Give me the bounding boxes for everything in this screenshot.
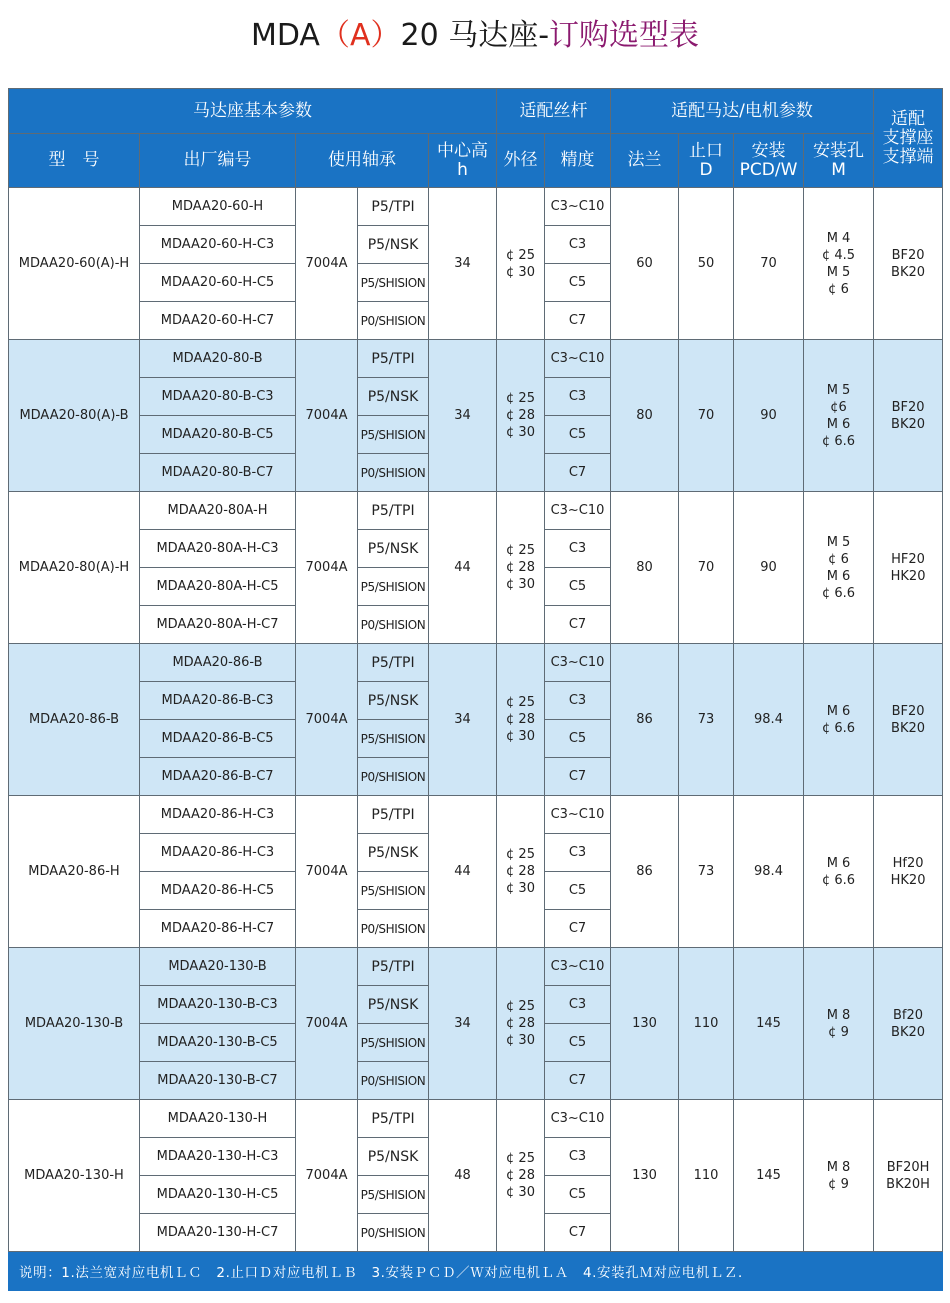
factory-no-cell: MDAA20-86-B-C3: [140, 682, 296, 720]
flange-cell: 86: [611, 796, 679, 948]
bearing-type-cell: 7004A: [296, 644, 358, 796]
pcd-cell: 145: [734, 948, 804, 1100]
support-cell: [874, 644, 943, 796]
spigot-cell: 70: [679, 340, 734, 492]
hole-cell-line: M 5: [826, 534, 851, 550]
hole-cell: [804, 644, 874, 796]
support-cell-line: BF20: [891, 399, 925, 415]
center-height-cell: 44: [429, 492, 497, 644]
bearing-grade-cell: P5/TPI: [358, 1100, 429, 1138]
bearing-grade-cell: P5/TPI: [358, 948, 429, 986]
bearing-grade-cell: P5/TPI: [358, 188, 429, 226]
hole-cell-line: ¢ 6.6: [821, 585, 856, 601]
factory-no-cell: MDAA20-80-B-C5: [140, 416, 296, 454]
hole-cell: [804, 492, 874, 644]
bearing-grade-cell: P5/SHISION: [358, 720, 429, 758]
factory-no-cell: MDAA20-86-H-C7: [140, 910, 296, 948]
bearing-grade-cell: P0/SHISION: [358, 606, 429, 644]
bearing-grade-cell: P5/NSK: [358, 226, 429, 264]
outer-dia-cell-line: ¢ 25: [506, 543, 535, 558]
bearing-grade-cell: P5/SHISION: [358, 568, 429, 606]
factory-no-cell: MDAA20-86-B: [140, 644, 296, 682]
bearing-header: 使用轴承: [296, 134, 429, 188]
bearing-type-cell: 7004A: [296, 492, 358, 644]
outer-dia-cell: [497, 1100, 545, 1252]
flange-cell: 80: [611, 340, 679, 492]
precision-cell: C5: [545, 872, 611, 910]
outer-dia-cell-line: ¢ 30: [506, 264, 535, 280]
precision-cell: C7: [545, 302, 611, 340]
factory-no-cell: MDAA20-60-H-C3: [140, 226, 296, 264]
hole-cell-line: ¢ 6.6: [821, 433, 856, 449]
precision-cell: C5: [545, 720, 611, 758]
precision-header: 精度: [545, 134, 611, 188]
precision-cell: C7: [545, 910, 611, 948]
precision-cell: C7: [545, 758, 611, 796]
flange-cell: 86: [611, 644, 679, 796]
bearing-grade-cell: P5/NSK: [358, 682, 429, 720]
bearing-type-cell: 7004A: [296, 1100, 358, 1252]
precision-cell: C5: [545, 264, 611, 302]
precision-cell: C3~C10: [545, 492, 611, 530]
hole-cell-line: ¢ 6: [828, 551, 849, 567]
support-cell: [874, 1100, 943, 1252]
group-screw-header: 适配丝杆: [497, 89, 611, 134]
pcd-cell: 145: [734, 1100, 804, 1252]
title-prefix: MDA: [250, 18, 320, 53]
outer-dia-cell-line: ¢ 28: [506, 864, 535, 879]
model-header: 型 号: [9, 134, 140, 188]
pcd-header-line: PCD/W: [739, 159, 798, 180]
precision-cell: C7: [545, 1214, 611, 1252]
pcd-header: [734, 134, 804, 188]
title-paren-close: ）: [370, 18, 401, 53]
outer-dia-cell-line: ¢ 28: [506, 1016, 535, 1031]
bearing-grade-cell: P5/NSK: [358, 986, 429, 1024]
spigot-header: [679, 134, 734, 188]
center-height-cell: 48: [429, 1100, 497, 1252]
outer-dia-cell-line: ¢ 25: [506, 1151, 535, 1166]
bearing-grade-cell: P0/SHISION: [358, 454, 429, 492]
support-cell-line: BK20: [891, 264, 926, 280]
precision-cell: C3~C10: [545, 644, 611, 682]
outer-dia-cell: [497, 188, 545, 340]
center-height-cell: 34: [429, 644, 497, 796]
support-cell: [874, 796, 943, 948]
title-model: 20 马达座-: [400, 18, 550, 53]
precision-cell: C3: [545, 986, 611, 1024]
pcd-header-line: 安装: [751, 140, 786, 161]
support-cell: [874, 188, 943, 340]
spigot-cell: 73: [679, 644, 734, 796]
support-cell-line: HK20: [890, 568, 926, 584]
hole-cell-line: M 6: [826, 855, 851, 871]
precision-cell: C3: [545, 834, 611, 872]
bearing-type-cell: 7004A: [296, 340, 358, 492]
group-base-header: 马达座基本参数: [9, 89, 497, 134]
bearing-type-cell: 7004A: [296, 796, 358, 948]
precision-cell: C5: [545, 416, 611, 454]
hole-cell-line: M 8: [826, 1007, 851, 1023]
hole-cell-line: ¢6: [830, 399, 847, 415]
group-motor-header: 适配马达/电机参数: [611, 89, 874, 134]
pcd-cell: 90: [734, 492, 804, 644]
bearing-grade-cell: P0/SHISION: [358, 302, 429, 340]
factory-no-cell: MDAA20-60-H: [140, 188, 296, 226]
table-row: [9, 644, 943, 682]
factory-no-cell: MDAA20-130-H-C5: [140, 1176, 296, 1214]
factory-no-cell: MDAA20-130-B-C3: [140, 986, 296, 1024]
bearing-type-cell: 7004A: [296, 948, 358, 1100]
flange-cell: 60: [611, 188, 679, 340]
factory-no-cell: MDAA20-130-B: [140, 948, 296, 986]
precision-cell: C5: [545, 1024, 611, 1062]
pcd-cell: 98.4: [734, 796, 804, 948]
hole-cell-line: M 6: [826, 703, 851, 719]
center-height-header: [429, 134, 497, 188]
factory-no-cell: MDAA20-86-H-C3: [140, 796, 296, 834]
precision-cell: C3: [545, 1138, 611, 1176]
hole-cell-line: ¢ 4.5: [821, 247, 856, 263]
outer-dia-cell-line: ¢ 28: [506, 712, 535, 727]
center-height-cell: 34: [429, 948, 497, 1100]
precision-cell: C3~C10: [545, 948, 611, 986]
precision-cell: C3~C10: [545, 796, 611, 834]
table-row: [9, 492, 943, 530]
hole-cell-line: ¢ 6: [828, 281, 849, 297]
table-row: [9, 340, 943, 378]
table-row: [9, 1100, 943, 1138]
precision-cell: C3: [545, 682, 611, 720]
hole-header-line: M: [831, 159, 846, 180]
center-height-header-line: h: [457, 159, 468, 180]
hole-cell: [804, 1100, 874, 1252]
factory-no-cell: MDAA20-130-H-C3: [140, 1138, 296, 1176]
hole-cell-line: ¢ 6.6: [821, 720, 856, 736]
support-cell: [874, 340, 943, 492]
support-header: [874, 89, 943, 188]
precision-cell: C5: [545, 1176, 611, 1214]
outer-dia-cell-line: ¢ 30: [506, 577, 535, 592]
outer-dia-cell-line: ¢ 30: [506, 425, 535, 440]
factory-no-cell: MDAA20-80A-H-C5: [140, 568, 296, 606]
support-cell: [874, 948, 943, 1100]
factory-no-cell: MDAA20-130-H-C7: [140, 1214, 296, 1252]
bearing-grade-cell: P0/SHISION: [358, 910, 429, 948]
hole-cell-line: ¢ 9: [828, 1024, 849, 1040]
factory-no-cell: MDAA20-80A-H-C3: [140, 530, 296, 568]
factory-no-cell: MDAA20-86-B-C5: [140, 720, 296, 758]
factory-no-cell: MDAA20-86-H-C5: [140, 872, 296, 910]
outer-dia-cell-line: ¢ 30: [506, 1033, 535, 1048]
precision-cell: C3~C10: [545, 1100, 611, 1138]
factory-no-cell: MDAA20-80-B-C7: [140, 454, 296, 492]
outer-dia-cell: [497, 796, 545, 948]
bearing-type-cell: 7004A: [296, 188, 358, 340]
outer-dia-cell-line: ¢ 28: [506, 1168, 535, 1183]
outer-dia-cell-line: ¢ 25: [506, 247, 535, 263]
flange-cell: 130: [611, 1100, 679, 1252]
center-height-cell: 34: [429, 188, 497, 340]
pcd-cell: 90: [734, 340, 804, 492]
precision-cell: C3~C10: [545, 340, 611, 378]
outer-dia-cell-line: ¢ 25: [506, 695, 535, 710]
table-row: [9, 796, 943, 834]
footnote: 说明：1.法兰宽对应电机ＬＣ 2.止口Ｄ对应电机ＬＢ 3.安装ＰＣＤ／Ｗ对应电机ＬＡ 4.安装孔Ｍ对应电机ＬＺ．: [9, 1252, 943, 1291]
hole-cell-line: ¢ 6.6: [821, 872, 856, 888]
spigot-cell: 110: [679, 1100, 734, 1252]
hole-cell-line: M 4: [826, 230, 851, 246]
outer-dia-cell-line: ¢ 30: [506, 881, 535, 896]
outer-dia-cell: [497, 644, 545, 796]
bearing-grade-cell: P5/NSK: [358, 530, 429, 568]
model-cell: MDAA20-80(A)-B: [9, 340, 140, 492]
hole-cell-line: M 8: [826, 1159, 851, 1175]
outer-dia-cell-line: ¢ 28: [506, 560, 535, 575]
hole-cell-line: M 5: [826, 264, 851, 280]
table-row: [9, 188, 943, 226]
factory-no-cell: MDAA20-80A-H-C7: [140, 606, 296, 644]
outer-dia-cell: [497, 948, 545, 1100]
support-cell-line: BF20: [891, 247, 925, 263]
center-height-cell: 34: [429, 340, 497, 492]
precision-cell: C7: [545, 1062, 611, 1100]
hole-cell: [804, 188, 874, 340]
factory-no-cell: MDAA20-80-B-C3: [140, 378, 296, 416]
title-variant: A: [349, 18, 371, 53]
outer-dia-cell-line: ¢ 30: [506, 1185, 535, 1200]
outer-dia-cell: [497, 340, 545, 492]
spigot-header-line: D: [699, 159, 713, 180]
table-row: [9, 948, 943, 986]
hole-cell-line: ¢ 9: [828, 1176, 849, 1192]
support-cell-line: HK20: [890, 872, 926, 888]
bearing-grade-cell: P5/NSK: [358, 378, 429, 416]
bearing-grade-cell: P5/SHISION: [358, 1024, 429, 1062]
hole-cell-line: M 6: [826, 416, 851, 432]
outer-dia-cell-line: ¢ 25: [506, 999, 535, 1014]
factory-no-cell: MDAA20-60-H-C5: [140, 264, 296, 302]
outer-dia-cell-line: ¢ 25: [506, 391, 535, 406]
factory-no-cell: MDAA20-130-B-C5: [140, 1024, 296, 1062]
precision-cell: C7: [545, 454, 611, 492]
bearing-grade-cell: P5/NSK: [358, 1138, 429, 1176]
title-paren-open: （: [319, 18, 350, 53]
spigot-cell: 70: [679, 492, 734, 644]
outer-dia-cell-line: ¢ 30: [506, 729, 535, 744]
model-cell: MDAA20-130-B: [9, 948, 140, 1100]
bearing-grade-cell: P5/TPI: [358, 796, 429, 834]
spigot-cell: 73: [679, 796, 734, 948]
support-cell-line: HF20: [891, 551, 925, 567]
bearing-grade-cell: P5/SHISION: [358, 416, 429, 454]
support-cell-line: Bf20: [893, 1007, 924, 1023]
flange-cell: 80: [611, 492, 679, 644]
support-cell-line: BF20H: [886, 1159, 930, 1175]
hole-cell: [804, 948, 874, 1100]
precision-cell: C5: [545, 568, 611, 606]
center-height-header-line: 中心高: [437, 140, 488, 161]
bearing-grade-cell: P5/SHISION: [358, 1176, 429, 1214]
center-height-cell: 44: [429, 796, 497, 948]
precision-cell: C3~C10: [545, 188, 611, 226]
spigot-cell: 50: [679, 188, 734, 340]
outer-dia-cell-line: ¢ 28: [506, 408, 535, 423]
flange-cell: 130: [611, 948, 679, 1100]
support-cell: [874, 492, 943, 644]
bearing-grade-cell: P5/TPI: [358, 644, 429, 682]
spigot-cell: 110: [679, 948, 734, 1100]
precision-cell: C3: [545, 378, 611, 416]
support-header-line: 适配: [891, 108, 926, 129]
bearing-grade-cell: P5/TPI: [358, 340, 429, 378]
hole-header: [804, 134, 874, 188]
title-suffix: 订购选型表: [549, 18, 700, 53]
outer-dia-cell-line: ¢ 25: [506, 847, 535, 862]
model-cell: MDAA20-86-H: [9, 796, 140, 948]
support-cell-line: BK20: [891, 720, 926, 736]
bearing-grade-cell: P5/SHISION: [358, 872, 429, 910]
precision-cell: C7: [545, 606, 611, 644]
support-cell-line: BF20: [891, 703, 925, 719]
hole-cell-line: M 5: [826, 382, 851, 398]
support-header-line: 支撑座: [882, 127, 934, 148]
support-cell-line: BK20H: [886, 1176, 930, 1192]
factory-no-cell: MDAA20-60-H-C7: [140, 302, 296, 340]
hole-cell-line: M 6: [826, 568, 851, 584]
outer-dia-cell: [497, 492, 545, 644]
bearing-grade-cell: P5/SHISION: [358, 264, 429, 302]
hole-header-line: 安装孔: [813, 140, 865, 161]
bearing-grade-cell: P5/TPI: [358, 492, 429, 530]
bearing-grade-cell: P0/SHISION: [358, 758, 429, 796]
bearing-grade-cell: P0/SHISION: [358, 1214, 429, 1252]
factory-no-cell: MDAA20-80A-H: [140, 492, 296, 530]
support-cell-line: BK20: [891, 416, 926, 432]
outer-dia-header: 外径: [497, 134, 545, 188]
pcd-cell: 98.4: [734, 644, 804, 796]
model-cell: MDAA20-60(A)-H: [9, 188, 140, 340]
factory-no-cell: MDAA20-130-H: [140, 1100, 296, 1138]
bearing-grade-cell: P5/NSK: [358, 834, 429, 872]
spigot-header-line: 止口: [689, 140, 723, 161]
factory-no-header: 出厂编号: [140, 134, 296, 188]
support-header-line: 支撑端: [882, 146, 934, 167]
factory-no-cell: MDAA20-86-B-C7: [140, 758, 296, 796]
bearing-grade-cell: P0/SHISION: [358, 1062, 429, 1100]
page-title: [0, 14, 950, 58]
hole-cell: [804, 796, 874, 948]
precision-cell: C3: [545, 226, 611, 264]
support-cell-line: BK20: [891, 1024, 926, 1040]
precision-cell: C3: [545, 530, 611, 568]
model-cell: MDAA20-86-B: [9, 644, 140, 796]
flange-header: 法兰: [611, 134, 679, 188]
hole-cell: [804, 340, 874, 492]
factory-no-cell: MDAA20-80-B: [140, 340, 296, 378]
factory-no-cell: MDAA20-130-B-C7: [140, 1062, 296, 1100]
support-cell-line: Hf20: [892, 855, 924, 871]
model-cell: MDAA20-80(A)-H: [9, 492, 140, 644]
pcd-cell: 70: [734, 188, 804, 340]
factory-no-cell: MDAA20-86-H-C3: [140, 834, 296, 872]
spec-table-body: [9, 188, 943, 1252]
spec-table: [8, 88, 943, 1291]
model-cell: MDAA20-130-H: [9, 1100, 140, 1252]
